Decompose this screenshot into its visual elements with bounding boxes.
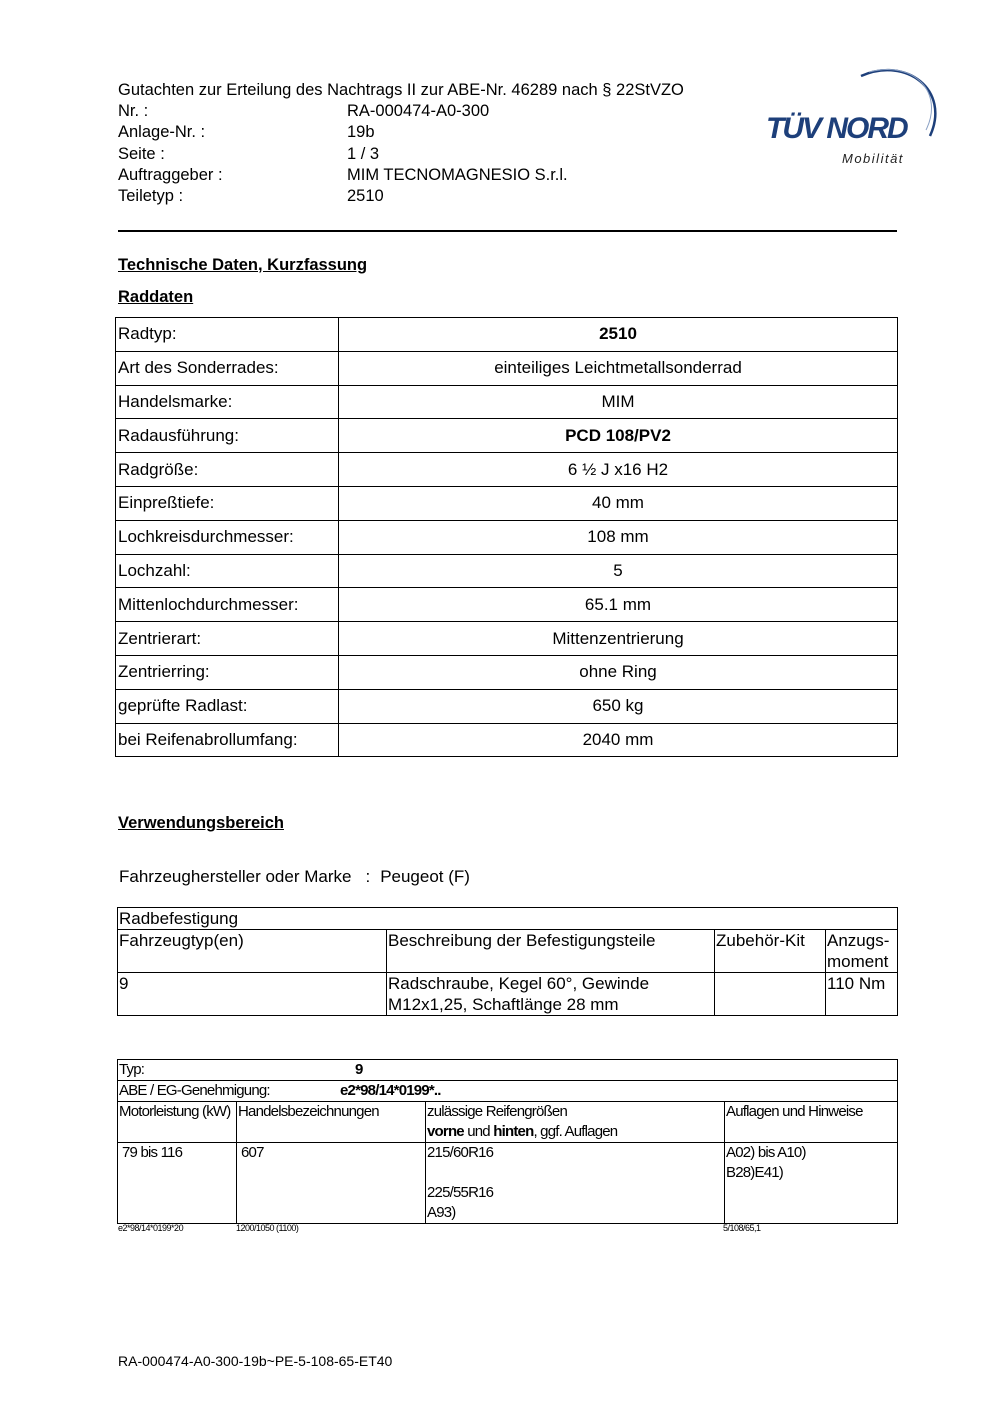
manufacturer-separator: : [365, 867, 371, 886]
raddaten-value: Mittenzentrierung [339, 622, 898, 656]
header-fahrzeugtyp: Fahrzeugtyp(en) [118, 930, 387, 973]
raddaten-label: Zentrierart: [116, 622, 339, 656]
auflagen-2: B28)E41) [726, 1164, 783, 1181]
note-abe-number: e2*98/14*0199*20 [118, 1223, 184, 1233]
auflagen-1: A02) bis A10) [726, 1144, 806, 1161]
raddaten-label: Handelsmarke: [116, 385, 339, 419]
reifen-1: 215/60R16 [427, 1144, 494, 1161]
table-row [118, 1081, 898, 1102]
raddaten-label: Lochkreisdurchmesser: [116, 520, 339, 554]
header-zubehoer-kit: Zubehör-Kit [715, 930, 826, 973]
header-auflagen: Auflagen und Hinweise [725, 1102, 898, 1143]
raddaten-value: einteiliges Leichtmetallsonderrad [339, 351, 898, 385]
table-row [118, 908, 898, 930]
typ-label: Typ: [119, 1061, 145, 1078]
raddaten-value: 650 kg [339, 689, 898, 723]
cell-reifen [426, 1143, 725, 1224]
table-row [116, 318, 898, 352]
raddaten-value: 108 mm [339, 520, 898, 554]
raddaten-table [115, 317, 898, 757]
radbefestigung-title: Radbefestigung [118, 908, 898, 930]
note-weights: 1200/1050 (1100) [236, 1223, 299, 1233]
table-row [116, 622, 898, 656]
cell-moment: 110 Nm [826, 973, 898, 1016]
manufacturer-label: Fahrzeughersteller oder Marke [119, 867, 352, 886]
reifen-header-vorne: vorne [427, 1123, 464, 1140]
raddaten-label: Lochzahl: [116, 554, 339, 588]
manufacturer-line [119, 867, 470, 887]
abe-label: ABE / EG-Genehmigung: [119, 1082, 270, 1099]
raddaten-value: 2040 mm [339, 723, 898, 757]
cell-auflagen [725, 1143, 898, 1224]
header-reifengroessen [426, 1102, 725, 1143]
raddaten-label: bei Reifenabrollumfang: [116, 723, 339, 757]
header-field-row [118, 101, 684, 122]
table-row [116, 419, 898, 453]
reifen-2: 225/55R16 [427, 1184, 494, 1201]
raddaten-value: MIM [339, 385, 898, 419]
raddaten-label: Mittenlochdurchmesser: [116, 588, 339, 622]
table-row [116, 723, 898, 757]
typ-row [118, 1060, 898, 1081]
cell-beschreibung: Radschraube, Kegel 60°, Gewinde M12x1,25, Schaftlänge 28 mm [387, 973, 715, 1016]
table-row [116, 520, 898, 554]
header-field-row [118, 144, 684, 165]
section-subtitle-raddaten: Raddaten [118, 288, 194, 306]
logo-subtitle: Mobilität [842, 151, 904, 166]
raddaten-value: 5 [339, 554, 898, 588]
table-row [116, 351, 898, 385]
raddaten-value: 2510 [339, 318, 898, 352]
table-row [118, 973, 898, 1016]
section-title-verwendungsbereich: Verwendungsbereich [118, 814, 284, 832]
raddaten-label: Radtyp: [116, 318, 339, 352]
header-field-value: 2510 [347, 187, 384, 206]
header-motorleistung: Motorleistung (kW) [118, 1102, 237, 1143]
header-field-label: Nr. : [118, 102, 149, 121]
raddaten-label: Art des Sonderrades: [116, 351, 339, 385]
table-row [118, 1143, 898, 1224]
reifen-header-line1: zulässige Reifengrößen [427, 1103, 567, 1120]
raddaten-label: Zentrierring: [116, 655, 339, 689]
table-row [116, 486, 898, 520]
header-anzugsmoment: Anzugs- moment [826, 930, 898, 973]
typ-table [117, 1059, 898, 1224]
header-field-value: MIM TECNOMAGNESIO S.r.l. [347, 165, 568, 184]
reifen-3: A93) [427, 1204, 456, 1221]
table-row [116, 689, 898, 723]
header-divider [118, 230, 897, 232]
document-header [118, 80, 684, 207]
header-field-label: Auftraggeber : [118, 165, 223, 184]
table-row [116, 385, 898, 419]
reifen-header-rest: , ggf. Auflagen [533, 1123, 618, 1140]
note-bolt-pattern: 5/108/65,1 [723, 1223, 761, 1233]
header-field-value: 19b [347, 123, 375, 142]
section-title-technische-daten: Technische Daten, Kurzfassung [118, 256, 368, 274]
raddaten-value: 65.1 mm [339, 588, 898, 622]
document-title: Gutachten zur Erteilung des Nachtrags II zur ABE-Nr. 46289 nach § 22StVZO [118, 81, 684, 99]
raddaten-label: geprüfte Radlast: [116, 689, 339, 723]
header-field-row [118, 186, 684, 207]
radbefestigung-table [117, 907, 898, 1016]
raddaten-label: Radgröße: [116, 453, 339, 487]
typ-value: 9 [355, 1061, 363, 1078]
header-beschreibung: Beschreibung der Befestigungsteile [387, 930, 715, 973]
raddaten-label: Radausführung: [116, 419, 339, 453]
logo-brand: TÜV NORD [766, 112, 907, 145]
raddaten-value: ohne Ring [339, 655, 898, 689]
raddaten-value: PCD 108/PV2 [339, 419, 898, 453]
header-field-label: Teiletyp : [118, 187, 184, 206]
footer-reference: RA-000474-A0-300-19b~PE-5-108-65-ET40 [118, 1353, 393, 1369]
manufacturer-value: Peugeot (F) [380, 867, 470, 886]
cell-fahrzeugtyp: 9 [118, 973, 387, 1016]
reifen-header-und: und [463, 1123, 494, 1140]
table-row [118, 1102, 898, 1143]
header-fields [118, 101, 684, 207]
table-row [116, 453, 898, 487]
header-field-row [118, 165, 684, 186]
table-row [118, 930, 898, 973]
raddaten-label: Einpreßtiefe: [116, 486, 339, 520]
table-row [118, 1060, 898, 1081]
reifen-header-hinten: hinten [493, 1123, 534, 1140]
raddaten-value: 6 ½ J x16 H2 [339, 453, 898, 487]
abe-value: e2*98/14*0199*.. [340, 1082, 441, 1099]
table-row [116, 588, 898, 622]
header-field-label: Seite : [118, 144, 165, 163]
header-field-value: 1 / 3 [347, 144, 380, 163]
table-row [116, 554, 898, 588]
header-handelsbezeichnungen: Handelsbezeichnungen [237, 1102, 426, 1143]
header-field-label: Anlage-Nr. : [118, 123, 206, 142]
raddaten-value: 40 mm [339, 486, 898, 520]
cell-motorleistung: 79 bis 116 [118, 1143, 237, 1224]
abe-row [118, 1081, 898, 1102]
header-field-row [118, 122, 684, 143]
cell-kit [715, 973, 826, 1016]
header-field-value: RA-000474-A0-300 [347, 102, 490, 121]
tuv-nord-logo [766, 60, 940, 170]
table-row [116, 655, 898, 689]
cell-handelsbezeichnung: 607 [237, 1143, 426, 1224]
